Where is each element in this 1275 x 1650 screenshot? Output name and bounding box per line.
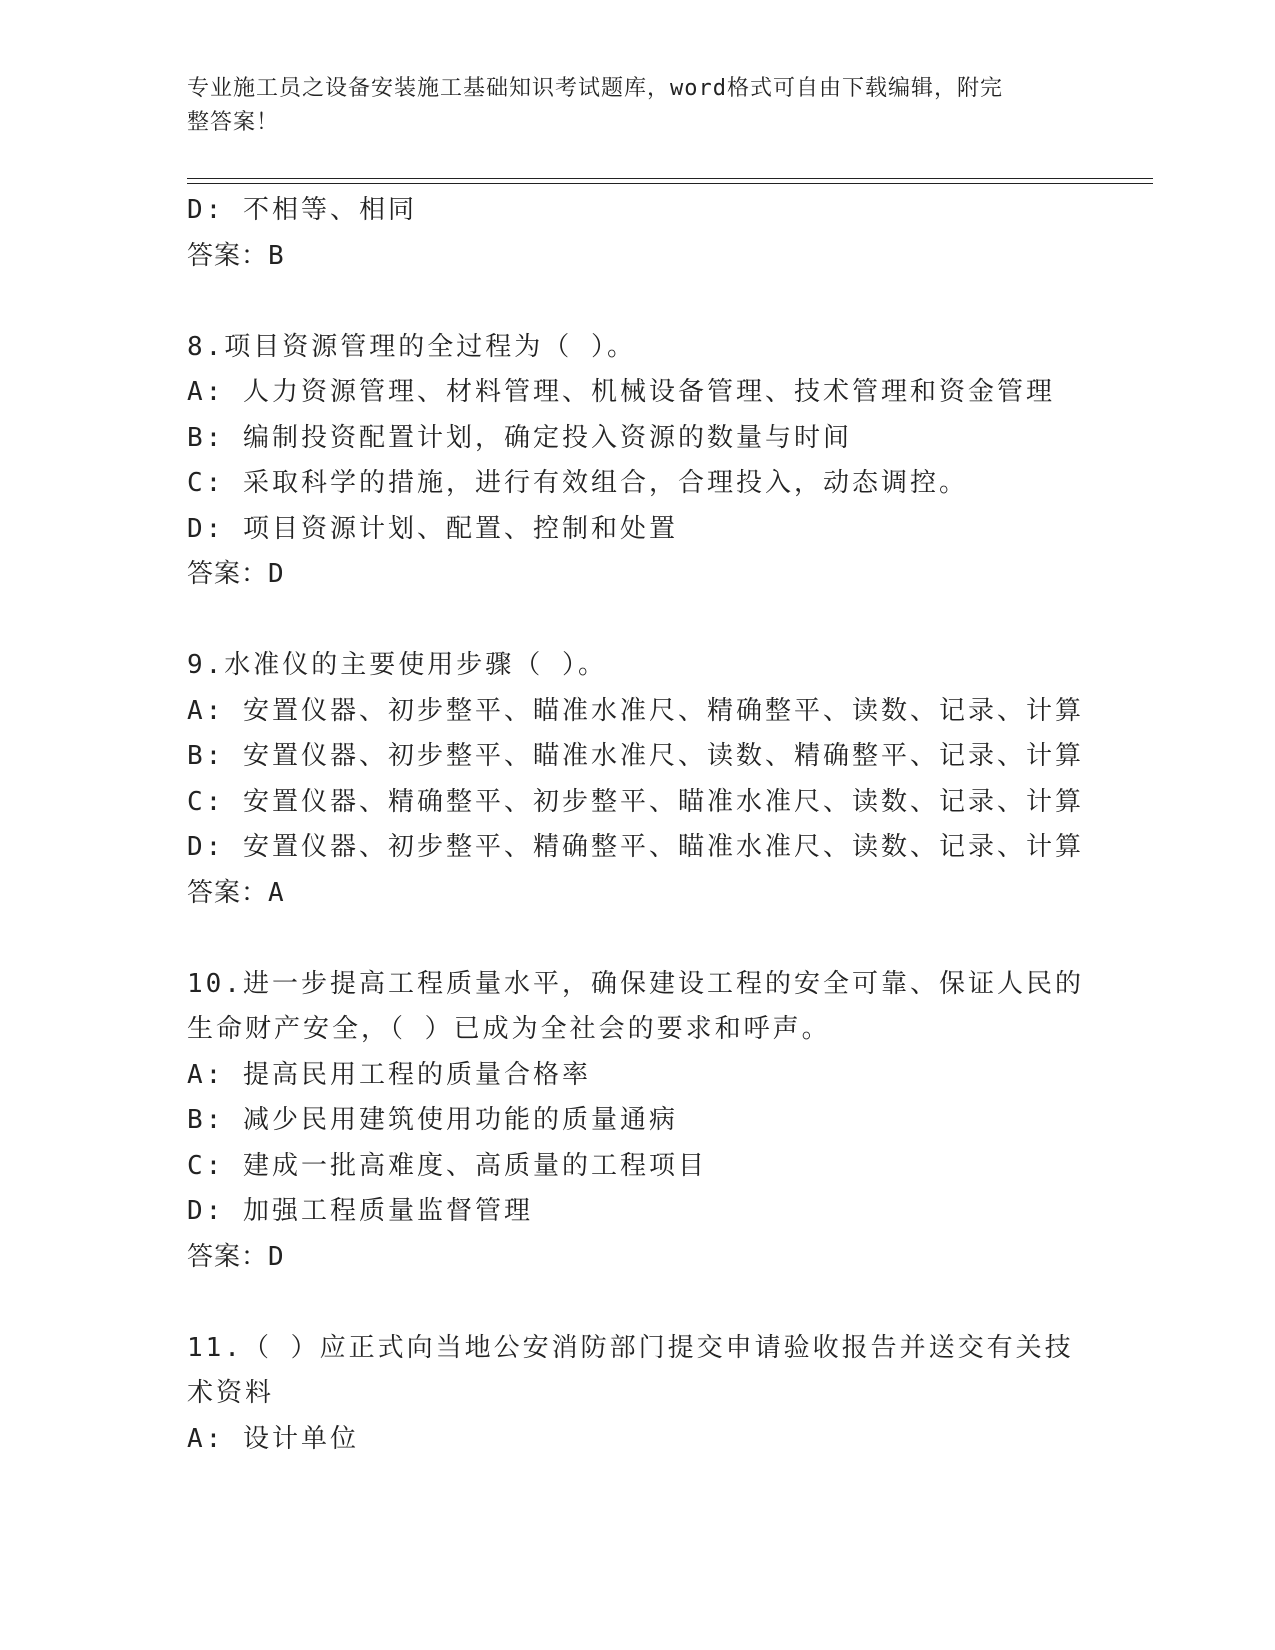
header-divider-bottom <box>187 183 1153 184</box>
option-a: A: 人力资源管理、材料管理、机械设备管理、技术管理和资金管理 <box>187 377 1055 407</box>
option-c: C: 安置仪器、精确整平、初步整平、瞄准水准尺、读数、记录、计算 <box>187 786 1084 817</box>
option-b: B: 安置仪器、初步整平、瞄准水准尺、读数、精确整平、记录、计算 <box>187 741 1084 771</box>
header-divider-top <box>187 178 1153 179</box>
answer: 答案：A <box>187 877 285 908</box>
document-header <box>187 72 1067 140</box>
option-d: D: 不相等、相同 <box>187 195 417 225</box>
question-text: 8.项目资源管理的全过程为（ ）。 <box>187 331 636 362</box>
spacer <box>187 916 1087 962</box>
question-11 <box>187 1326 1087 1463</box>
spacer <box>187 279 1087 325</box>
question-text-line-2: 术资料 <box>187 1378 275 1408</box>
answer: 答案：D <box>187 559 285 589</box>
option-b: B: 编制投资配置计划，确定投入资源的数量与时间 <box>187 422 852 453</box>
spacer <box>187 1280 1087 1326</box>
question-text-line-1: 11.（ ）应正式向当地公安消防部门提交申请验收报告并送交有关技 <box>187 1332 1074 1363</box>
header-line-2: 整答案！ <box>187 110 280 135</box>
option-a: A: 提高民用工程的质量合格率 <box>187 1059 591 1090</box>
answer: 答案：B <box>187 240 285 271</box>
question-8 <box>187 325 1087 598</box>
option-d: D: 项目资源计划、配置、控制和处置 <box>187 513 678 544</box>
option-c: C: 采取科学的措施，进行有效组合，合理投入，动态调控。 <box>187 468 968 498</box>
question-7-tail <box>187 188 1087 279</box>
option-d: D: 加强工程质量监督管理 <box>187 1196 533 1226</box>
question-text-line-2: 生命财产安全，（ ）已成为全社会的要求和呼声。 <box>187 1014 831 1044</box>
question-text-line-1: 10.进一步提高工程质量水平，确保建设工程的安全可靠、保证人民的 <box>187 968 1084 999</box>
question-text: 9.水准仪的主要使用步骤（ ）。 <box>187 650 607 680</box>
answer: 答案：D <box>187 1241 285 1272</box>
question-10 <box>187 962 1087 1281</box>
option-d: D: 安置仪器、初步整平、精确整平、瞄准水准尺、读数、记录、计算 <box>187 832 1084 862</box>
option-a: A: 设计单位 <box>187 1423 359 1454</box>
option-c: C: 建成一批高难度、高质量的工程项目 <box>187 1150 707 1181</box>
header-line-1: 专业施工员之设备安装施工基础知识考试题库，word格式可自由下载编辑，附完 <box>187 76 1003 101</box>
question-list <box>187 188 1087 1462</box>
option-a: A: 安置仪器、初步整平、瞄准水准尺、精确整平、读数、记录、计算 <box>187 695 1084 726</box>
spacer <box>187 598 1087 644</box>
question-9 <box>187 643 1087 916</box>
option-b: B: 减少民用建筑使用功能的质量通病 <box>187 1105 678 1135</box>
